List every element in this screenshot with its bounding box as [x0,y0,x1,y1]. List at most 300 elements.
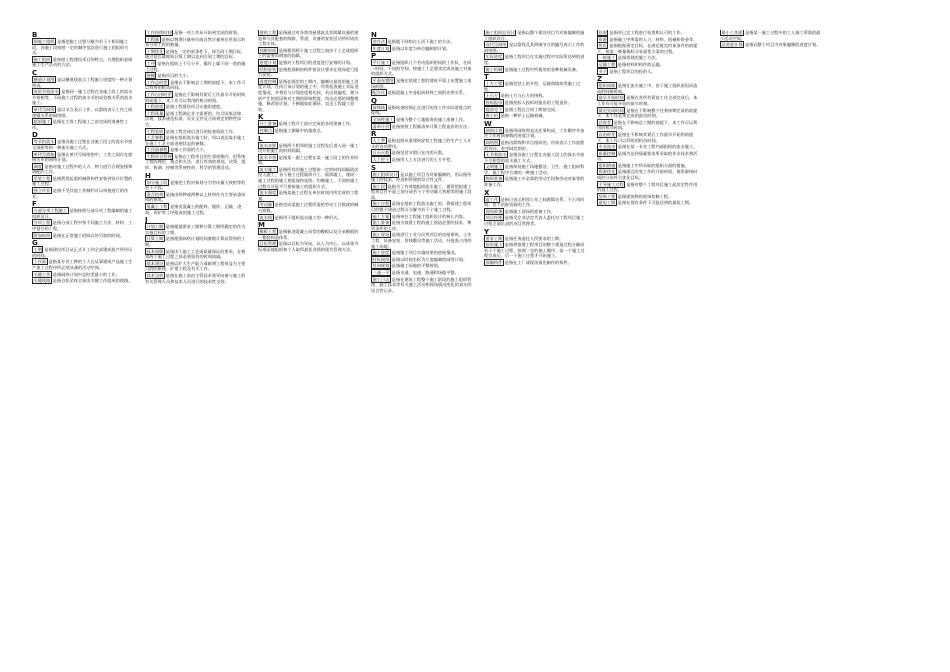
glossary-definition: 是指直接从事建筑安装工程施工的生产工人开支的各项费用。 [371,138,472,149]
glossary-term: 施工组织总设计 [485,30,515,35]
glossary-term: 工期 [33,247,42,253]
glossary-entry [371,105,472,116]
glossary-definition: 是指只表示相邻工作之间逻辑关系，不占用时间，也不消耗资源的工作。 [484,196,585,208]
glossary-entry [258,48,359,59]
glossary-definition: 是指工程项目在实施过程中实际所达到的进度。 [484,54,585,65]
glossary-definition: 是指以目标为导向，以人为中心，以成果为标准而使组织和个人取得最佳业绩的现代管理方法。 [258,241,359,252]
section-letter-heading: C [32,68,38,77]
glossary-term: 技术交底 [146,272,164,278]
glossary-term: 分部分项工程施工 [33,208,68,214]
glossary-term: 文明施工 [485,164,503,170]
glossary-term: 施工日志 [372,276,390,282]
glossary-entry [145,49,246,60]
glossary-definition: 是指在既定的工期内，编制出最优的施工进度计划，在执行该计划的施工中，经常检查施工实际进度情况，并将其与计划进度相比较，若出现偏差，便分析产生的原因和对工期的影响程度，找出必要的调整措施，修改原计划，不断地如此循环，直至工程竣工验收。 [258,78,359,112]
glossary-term: 工作面参数 [146,147,168,153]
glossary-entry [32,176,133,187]
glossary-entry [484,54,585,65]
glossary-term: 要求工期 [485,235,503,241]
glossary-entry [484,42,585,53]
glossary-definition: 是指由混凝土的配料、搅拌、运输、浇筑、养护等工序组成的施工过程。 [145,204,242,215]
section-letter-heading: X [484,188,490,197]
glossary-entry [32,208,133,219]
glossary-entry [371,117,472,123]
glossary-term: 前锋线 [372,104,386,110]
glossary-term: 混合结构 [146,191,164,197]
glossary-term: 进度计划 [259,59,277,65]
glossary-entry [145,80,246,91]
section-letter-heading: L [258,134,263,143]
glossary-term: 开工准备 [259,121,277,127]
glossary-definition: 是指某一施工过程中的工人施工所需的最小活动空间。 [720,30,821,41]
glossary-definition: 是指一种铲土运输机械。 [500,113,547,119]
glossary-definition: 是指工程开工前应完成的各项准备工作。 [278,121,355,127]
glossary-definition: 是指各施工过程在各施工段上的流水节拍全部相等的一种流水施工方式。 [32,139,133,150]
glossary-definition: 是指在组织流水施工时，用以表达流水施工在施工工艺方面进展状态的参数。 [145,135,246,146]
section-letter-heading: G [32,239,38,248]
glossary-entry [597,69,698,75]
glossary-definition: 是指在不影响总工期的前提下，本工作可以利用的机动时间。 [597,119,698,131]
glossary-term: 平面布置图 [372,77,394,83]
glossary-term: 人工费 [372,138,386,144]
section-letter-heading: B [32,31,38,39]
glossary-definition: 是指在不影响其紧后工作最早开始时间的前提下，本工作可以利用的机动时间。 [145,91,246,103]
glossary-entry [32,107,133,118]
glossary-term: 主导施工过程 [598,181,624,187]
glossary-entry [145,73,246,79]
glossary-definition: 是指进行工业与民用项目的房屋建筑、土木工程、设备安装、管线敷设等施工活动，经批准占用的施工场地。 [371,232,472,249]
glossary-definition: 是指以物理计量单位或自然计量单位所表示的各分项工程的数量。 [145,36,246,48]
glossary-definition: 是指工作面的大小。 [169,147,208,153]
glossary-definition: 是指工程项目的投资人。 [609,68,656,74]
glossary-entry [597,62,698,68]
glossary-definition: 是指施工过程中所使用的各种机械设备。 [504,66,581,72]
glossary-entry [32,220,133,231]
glossary-term: 虚工作 [485,196,499,202]
glossary-entry [371,39,472,45]
glossary-term: 工作总时差 [146,79,168,85]
glossary-definition: 是指为整个工地服务的施工准备工作。 [395,116,468,122]
glossary-definition: 是指自始至终全部由关键工作组成的线路。 [52,278,133,284]
glossary-term: 劳动量 [259,202,273,208]
glossary-entry [145,104,246,110]
glossary-entry [371,78,472,89]
glossary-definition: 是以施工项目为对象编制的，用以指导施工的技术、经济和管理的综合性文件。 [371,171,472,183]
glossary-term: 双代号网络 [485,42,507,48]
glossary-definition: 是指把施工过程分解为若干个相同施工段，各施工段按照一定的顺序依次进行施工的组织方式。 [32,39,129,56]
glossary-definition: 是按照工程建设项目的特点，合理组织安排施工生产活动的方法。 [32,56,133,68]
glossary-definition: 是指在现有条件下可能达到的最短工期。 [617,200,694,206]
glossary-term: 质量控制 [598,150,616,156]
glossary-definition: 是指包括节假日在内的天数。 [391,150,447,156]
glossary-term: 技术间歇 [146,248,164,254]
section-letter-heading: T [484,73,489,82]
glossary-term: 工程量 [146,36,160,42]
glossary-term: 流水施工 [259,166,277,172]
glossary-definition: 是指在某一专业工程内部组织的流水施工。 [617,144,698,150]
glossary-term: 无节奏流水 [485,152,507,158]
glossary-entry [371,184,472,201]
glossary-term: 调度 [33,163,42,169]
glossary-entry [720,30,821,41]
section-letter-heading: Y [484,227,490,236]
glossary-definition: 是指利用起重机械将构件安装到设计位置的施工过程。 [32,175,133,187]
glossary-definition: 是指一项工作从开始到完成的时间。 [174,30,242,35]
glossary-term: 分项工程 [33,220,51,226]
glossary-term: 模板工程 [259,229,277,235]
glossary-entry [597,151,698,162]
glossary-definition: 是指完成某施工过程所需的劳动工日数或机械台班数。 [258,202,359,214]
glossary-definition: 是指为了有效地组织流水施工，通常把拟建工程项目在平面上划分成若干个劳动量大致相等的施工段落。 [371,183,472,200]
glossary-entry [145,61,246,72]
glossary-definition: 是指对施工过程中的人力、物力进行合理安排和调配的工作。 [32,163,133,175]
glossary-entry [597,95,698,106]
glossary-definition: 是指对整个工程项目施工起决定性作用的施工过程。 [597,181,698,193]
glossary-entry [32,233,133,239]
glossary-entry [484,215,585,226]
glossary-entry [32,278,133,284]
glossary-entry [258,229,359,240]
glossary-definition: 是指在不影响总工期的前提下，本工作可以利用的机动时间。 [145,79,246,91]
glossary-entry [371,172,472,183]
glossary-definition: 是指在工厂或现场预先制作的构件。 [504,260,572,265]
glossary-definition: 是指为拟建工程的施工创造必要的技术、物资条件的工作。 [371,220,472,231]
glossary-definition: 是指施工中所采取的组织方面的措施。 [617,162,689,168]
glossary-definition: 是指工程建设项目实施的速度。 [165,104,225,110]
glossary-definition: 是指根据预定目标，在满足既定约束条件的前提下，按某一衡量指标寻求最优方案的过程。 [597,43,698,54]
glossary-entry [145,37,246,48]
glossary-entry [145,236,246,247]
glossary-term: 工程项目管理 [146,153,172,159]
glossary-definition: 是指某专业工种的工人在从事建筑产品施工生产加工过程中所必须具备的活动空间。 [32,259,133,270]
glossary-definition: 是指检查时刻正在进行的各工作实际进度点的连线。 [371,104,472,116]
glossary-column [597,30,698,650]
glossary-entry [145,224,246,235]
glossary-definition: 是指在单代号网络图中，工作之间存在搭接关系的网络计划。 [32,151,133,163]
glossary-definition: 是指材料和构件的运输。 [617,61,664,67]
glossary-entry [484,140,585,151]
glossary-term: 装饰工程 [598,193,616,199]
glossary-definition: 是指将拟建工程项目的整个建造过程分解成若干个施工过程，按照一定的施工顺序，前一个施工过程完成后，后一个施工过程才开始施工。 [484,242,585,259]
glossary-term: 依次施工 [485,242,503,248]
glossary-entry [371,220,472,231]
glossary-definition: 是指项目的大小。 [157,73,191,79]
glossary-term: 全场性施工 [372,116,394,122]
glossary-definition: 是指把工程对象划分为劳动量大致相等的若干个段。 [145,179,246,191]
glossary-term: 关键工作 [33,271,51,277]
glossary-term: 工期优化 [146,48,164,54]
glossary-entry [145,273,246,284]
glossary-definition: 是指分部工程中按不同施工方法、材料、工序划分的工程。 [32,220,133,232]
glossary-term: 规模 [146,73,155,79]
glossary-definition: 是指新浇混凝土成型的模板以及支承模板的一整套构造体系。 [258,229,359,240]
glossary-entry [597,132,698,143]
glossary-definition: 是指在组织工程流水施工时，将拟建工程项目的整个建造过程可分解为若干个施工过程。 [371,201,472,213]
glossary-term: 关键线路 [33,278,51,284]
glossary-term: 横道计划图 [33,76,55,82]
glossary-entry [371,60,472,77]
glossary-definition: 是指由于施工工艺或质量保证的要求，在相邻两个施工过程之间必须留有的时间间隔。 [145,248,246,260]
glossary-term: 日历天数 [372,150,390,156]
glossary-term: 施工过程 [372,201,390,207]
glossary-entry [258,215,359,221]
glossary-column [484,30,585,650]
glossary-entry [371,250,472,256]
glossary-definition: 是指常规的施工方法。 [617,55,660,61]
glossary-term: 目标管理 [259,241,277,247]
glossary-column [145,30,246,650]
glossary-entry [258,30,359,47]
glossary-term: 实际进度 [485,54,503,60]
glossary-entry [597,169,698,180]
glossary-entry [371,90,472,96]
glossary-definition: 是指通过改变工作的开始时间，使资源按时间的分布符合优化目标。 [597,169,698,181]
glossary-entry [258,143,359,154]
glossary-term: 平行施工 [372,60,390,66]
glossary-term: 资源优化 [598,169,616,175]
glossary-term: 土石方 [485,93,499,99]
glossary-definition: 是指施工项目实施结果的进展情况。 [391,250,459,256]
glossary-definition: 是指在建筑工程整个施工阶段的施工组织管理、施工技术等有关施工活动和现场情况变化的真实的综合性记录。 [371,276,472,293]
glossary-term: 工作自由时差 [146,91,172,97]
glossary-term: 竖向规划 [372,263,390,269]
glossary-definition: 是指以扩大生产能力或新增工程效益为主要目的的新建、扩建工程及有关工作。 [145,260,246,272]
glossary-entry [32,247,133,258]
glossary-entry [32,152,133,163]
glossary-entry [484,81,585,92]
glossary-term: 流水强度 [259,190,277,196]
glossary-entry [597,144,698,150]
glossary-definition: 是指同一施工过程在各施工段上的流水节拍相等，不同施工过程的流水节拍成倍数关系的流水施工。 [32,89,133,106]
glossary-definition: 是指以整个项目为对象编制的进度计划。 [744,42,821,48]
glossary-definition: 是指工程在合同工期前完成。 [504,106,560,112]
glossary-column [32,30,133,650]
glossary-entry [145,192,246,203]
section-letter-heading: F [32,200,37,209]
glossary-entry [371,124,472,130]
glossary-definition: 是指施工中必需的劳动手段和劳动对象等的准备工作。 [484,176,585,188]
glossary-definition: 是指用人工方法进行的土方开挖。 [391,156,455,162]
glossary-term: 进度控制 [259,78,277,84]
section-letter-heading: M [258,221,265,230]
glossary-entry [371,157,472,163]
glossary-term: 预制构件 [485,260,503,265]
glossary-entry [145,135,246,146]
glossary-entry [145,92,246,103]
glossary-term: 最早开始时间 [598,95,624,101]
glossary-entry [371,201,472,212]
glossary-term: 现场准备 [485,208,503,214]
glossary-entry [32,164,133,175]
section-letter-heading: P [371,52,377,61]
glossary-entry [258,167,359,189]
glossary-entry [484,176,585,187]
glossary-term: 成倍节拍流水 [33,89,59,95]
glossary-term: 工作持续时间 [146,30,172,35]
glossary-entry [371,277,472,294]
glossary-definition: 是指网络计划中总时差最小的工作。 [52,271,120,277]
glossary-definition: 是指按照工程量清单计算工程造价的方法。 [391,123,472,129]
glossary-term: 三通一平 [372,270,390,275]
glossary-definition: 是指对工程项目的进度进行安排的计划。 [278,59,355,65]
glossary-term: 物资准备 [485,176,503,182]
glossary-entry [484,113,585,119]
section-letter-heading: R [371,130,377,139]
glossary-definition: 是指在工程项目的生命周期内，用系统工程的理论、观点和方法，进行有效的规划、决策、组织、协调、控制等系统性的、科学的管理活动。 [145,153,246,171]
glossary-definition: 是指在不影响整个任务按期完成的前提下，本工作必须完成的最迟时刻。 [597,107,698,119]
glossary-definition: 是指用网络图表达任务构成、工作顺序并加注工作时间参数的进度计划。 [484,127,585,139]
glossary-term: 流水步距 [259,142,277,148]
glossary-term: 总时差 [598,119,612,125]
glossary-entry [371,46,472,52]
glossary-term: 施工组织设计 [372,171,398,177]
glossary-term: 单代号网络 [33,106,55,112]
glossary-entry [258,79,359,113]
glossary-term: 最迟完成时间 [598,107,624,113]
glossary-term: 计划工期 [146,224,164,230]
glossary-entry [484,197,585,208]
glossary-definition: 是指在拟建工程的建筑平面上布置施工现场的图。 [371,77,472,89]
glossary-definition: 是指施工场地的平整规划。 [391,263,443,269]
glossary-entry [258,67,359,78]
glossary-entry [258,190,359,201]
glossary-term: 划分施工段 [146,179,168,185]
glossary-term: 结构安装 [259,66,277,72]
glossary-term: 推土机 [485,113,499,119]
glossary-entry [597,182,698,193]
glossary-term: 施工机械 [485,66,503,72]
glossary-term: 资源 [598,36,607,42]
glossary-definition: 是指地下结构自上而下施工的方法。 [387,39,455,44]
glossary-term: 土方工程 [485,81,503,87]
glossary-definition: 是指把预制的构件按设计要求在现场进行组合安装。 [258,66,359,78]
glossary-term: 运输工程 [598,61,616,67]
glossary-definition: 是指根据网络计划时间参数计算而得到的工期。 [145,236,246,247]
glossary-term: 工程验收 [146,128,164,134]
glossary-definition: 是指所有的施工过程按一定的时间间隔依次投入施工，各个施工过程陆续开工、陆续竣工，使同一施工过程的施工班组保持连续、均衡施工，不同的施工过程尽可能平行搭接施工的组织方式。 [258,166,359,189]
glossary-entry [597,30,698,36]
glossary-definition: 是指施工现场的准备工作。 [504,208,556,214]
glossary-entry [32,77,133,88]
glossary-definition: 是指在其所有紧前工作全部完成后，本工作有可能开始的最早时刻。 [597,95,698,106]
glossary-entry [484,152,585,163]
glossary-definition: 是指混凝土中各组成材料之间的比例关系。 [387,90,468,96]
glossary-definition: 是指以年度为单位编制的计划。 [391,45,451,51]
section-letter-heading: Q [371,96,377,105]
glossary-definition: 是指施工测量中的基准点。 [274,127,325,133]
glossary-entry [32,139,133,150]
glossary-entry [32,89,133,106]
glossary-term: 等节拍流水 [33,139,55,145]
glossary-entry [597,200,698,206]
glossary-term: 组织措施 [598,162,616,168]
glossary-definition: 是指在一定约束条件下，按合同工期目标，通过延长或缩短计算工期以达到合同工期的目标。 [145,48,246,60]
glossary-term: 单代号搭接 [33,151,55,157]
glossary-entry [145,261,246,272]
glossary-entry [32,39,133,56]
glossary-definition: 是指包括土的开挖、运输和填筑等施工过程。 [484,81,581,92]
glossary-term: 清单计价 [372,123,390,129]
glossary-entry [484,100,585,106]
section-letter-heading: W [484,119,492,128]
glossary-term: 最短工期 [598,200,616,206]
glossary-entry [258,155,359,166]
glossary-entry [597,108,698,119]
glossary-term: 流水线 [259,214,273,220]
glossary-term: 业主 [598,68,607,74]
glossary-term: 施工现场 [372,232,390,238]
glossary-definition: 是指投标人投标时报出的工程造价。 [504,99,572,105]
glossary-definition: 是指根据要求工期和计算工期所确定的作为实施目标的工期。 [145,224,246,235]
glossary-term: 工艺参数 [146,135,164,141]
glossary-entry [145,111,246,128]
section-letter-heading: H [145,171,151,180]
section-letter-heading: S [371,163,377,172]
glossary-entry [371,232,472,249]
glossary-entry [32,57,133,68]
glossary-definition: 是指在施工前由主管技术领导向参与施工的有关管理人员和技术人员进行的技术性交待。 [145,272,246,284]
glossary-term: 网络图 [485,139,499,145]
glossary-entry [484,260,585,266]
glossary-definition: 是指用于组织流水施工的一种形式。 [274,214,342,220]
glossary-definition: 是指任务委托人所要求的工期。 [504,235,564,241]
section-letter-heading: D [32,131,38,140]
glossary-term: 附加时间 [33,232,51,238]
section-letter-heading: N [371,31,377,39]
glossary-definition: 是以节点表示工作，以箭线表示工作之间逻辑关系的网络图。 [32,106,133,118]
glossary-entry [32,188,133,199]
glossary-definition: 是指受企业法定代表人委托对工程项目施工过程全面负责的项目管理者。 [484,215,585,227]
glossary-definition: 是指以整个建设项目为对象编制的施工组织设计。 [484,30,585,41]
glossary-entry [597,83,698,94]
glossary-term: 施工方案 [372,213,390,219]
glossary-definition: 是指由箭线和节点组成的，用来表示工作流程的有向、有序网状图形。 [484,139,585,151]
glossary-entry [597,120,698,131]
glossary-definition: 是指按照分部分项工程编制的施工组织设计。 [32,208,133,219]
glossary-definition: 是指水通、电通、路通和场地平整。 [391,270,459,275]
glossary-term: 投标报价 [485,99,503,105]
glossary-term: 项目经理 [485,215,503,221]
glossary-term: 混凝土工程 [146,204,168,210]
glossary-term: 吊装工程 [33,175,51,181]
glossary-definition: 是以横道线表示工程施工进度的一种计划图表。 [32,76,133,88]
glossary-column [371,30,472,650]
glossary-term: 时标网络 [372,256,390,262]
glossary-term: 施工准备 [372,220,390,226]
glossary-term: 工程进度 [146,104,164,110]
glossary-term: 控制点 [259,127,273,133]
glossary-term: 配合比 [372,90,386,96]
glossary-term: 逆作法 [372,39,386,44]
glossary-definition: 是指两个相邻的施工过程先后进入同一施工段开始施工的时间间隔。 [258,142,359,154]
glossary-term: 间歇时间 [259,47,277,53]
glossary-definition: 是指在主体工程施工之前完成的准备性工作。 [32,119,129,130]
glossary-term: 自由时差 [598,131,616,137]
glossary-term: 工程质量 [146,110,164,116]
glossary-term: 施工组织 [33,56,51,62]
glossary-entry [258,241,359,252]
glossary-term: 流水节拍 [259,154,277,160]
glossary-term: 一般施工 [598,55,616,61]
glossary-entry [720,42,821,48]
glossary-definition: 是指各施工过程在各施工段上的流水节拍不尽相等的流水施工方式。 [484,152,585,163]
section-letter-heading: Z [597,75,603,84]
glossary-column [258,30,359,650]
glossary-definition: 是指在正常施工时间以外另加的时间。 [52,232,124,238]
glossary-entry [32,119,133,130]
glossary-entry [145,204,246,215]
glossary-entry [258,128,359,134]
glossary-term: 建筑工程 [259,30,277,35]
